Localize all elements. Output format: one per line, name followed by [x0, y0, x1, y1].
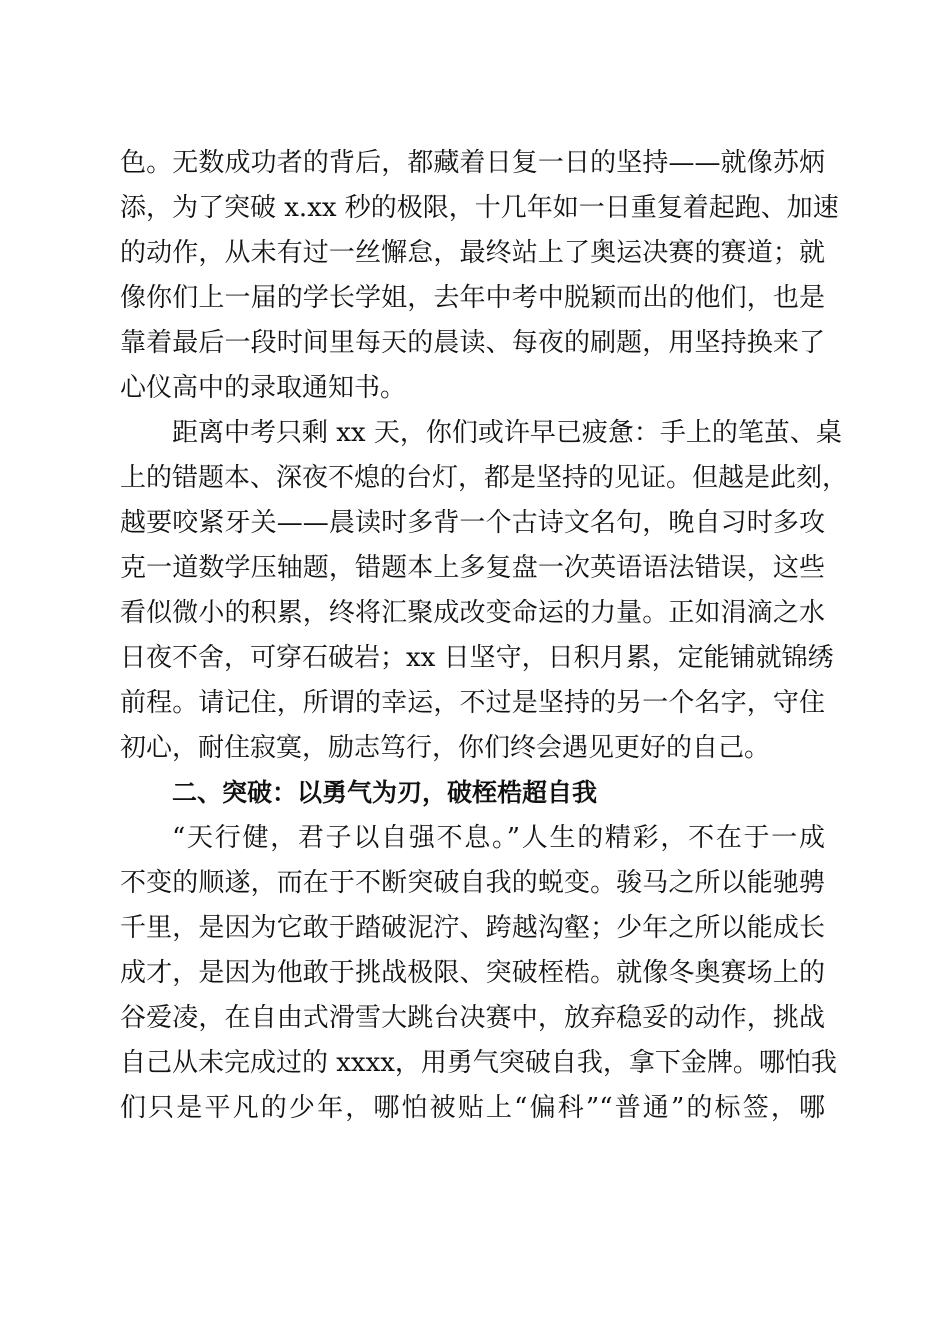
paragraph-3-line-4: 成才，是因为他敢于挑战极限、突破桎梏。就像冬奥赛场上的 [120, 958, 825, 988]
paragraph-2-line-8: 初心，耐住寂寞，励志笃行，你们终会遇见更好的自己。 [120, 733, 771, 763]
paragraph-3-line-6: 自己从未完成过的 xxxx，用勇气突破自我，拿下金牌。哪怕我 [120, 1048, 837, 1078]
paragraph-3-line-3: 千里，是因为它敢于踏破泥泞、跨越沟壑；少年之所以能成长 [120, 913, 825, 943]
paragraph-3-line-1: “天行健，君子以自强不息。”人生的精彩，不在于一成 [172, 823, 825, 853]
paragraph-1-line-1: 色。无数成功者的背后，都藏着日复一日的坚持——就像苏炳 [120, 148, 825, 178]
paragraph-2-line-3: 越要咬紧牙关——晨读时多背一个古诗文名句，晚自习时多攻 [120, 508, 825, 538]
paragraph-1-line-5: 靠着最后一段时间里每天的晨读、每夜的刷题，用坚持换来了 [120, 328, 825, 358]
paragraph-2-line-7: 前程。请记住，所谓的幸运，不过是坚持的另一个名字，守住 [120, 688, 825, 718]
paragraph-2-line-5: 看似微小的积累，终将汇聚成改变命运的力量。正如涓滴之水 [120, 598, 825, 628]
paragraph-2-line-4: 克一道数学压轴题，错题本上多复盘一次英语语法错误，这些 [120, 553, 825, 583]
paragraph-3-line-5: 谷爱凌，在自由式滑雪大跳台决赛中，放弃稳妥的动作，挑战 [120, 1003, 825, 1033]
paragraph-2-line-2: 上的错题本、深夜不熄的台灯，都是坚持的见证。但越是此刻， [120, 463, 849, 493]
paragraph-2-line-1: 距离中考只剩 xx 天，你们或许早已疲惫：手上的笔茧、桌 [172, 418, 842, 448]
paragraph-1-line-4: 像你们上一届的学长学姐，去年中考中脱颖而出的他们，也是 [120, 283, 825, 313]
paragraph-2-line-6: 日夜不舍，可穿石破岩；xx 日坚守，日积月累，定能铺就锦绣 [120, 643, 834, 673]
paragraph-1-line-6: 心仪高中的录取通知书。 [120, 373, 407, 403]
paragraph-1-line-2: 添，为了突破 x.xx 秒的极限，十几年如一日重复着起跑、加速 [120, 193, 839, 223]
paragraph-1-line-3: 的动作，从未有过一丝懈怠，最终站上了奥运决赛的赛道；就 [120, 238, 825, 268]
section-heading: 二、突破：以勇气为刃，破桎梏超自我 [172, 778, 598, 807]
paragraph-3-line-2: 不变的顺遂，而在于不断突破自我的蜕变。骏马之所以能驰骋 [120, 868, 825, 898]
paragraph-3-line-7: 们只是平凡的少年，哪怕被贴上“偏科”“普通”的标签，哪 [120, 1093, 825, 1123]
